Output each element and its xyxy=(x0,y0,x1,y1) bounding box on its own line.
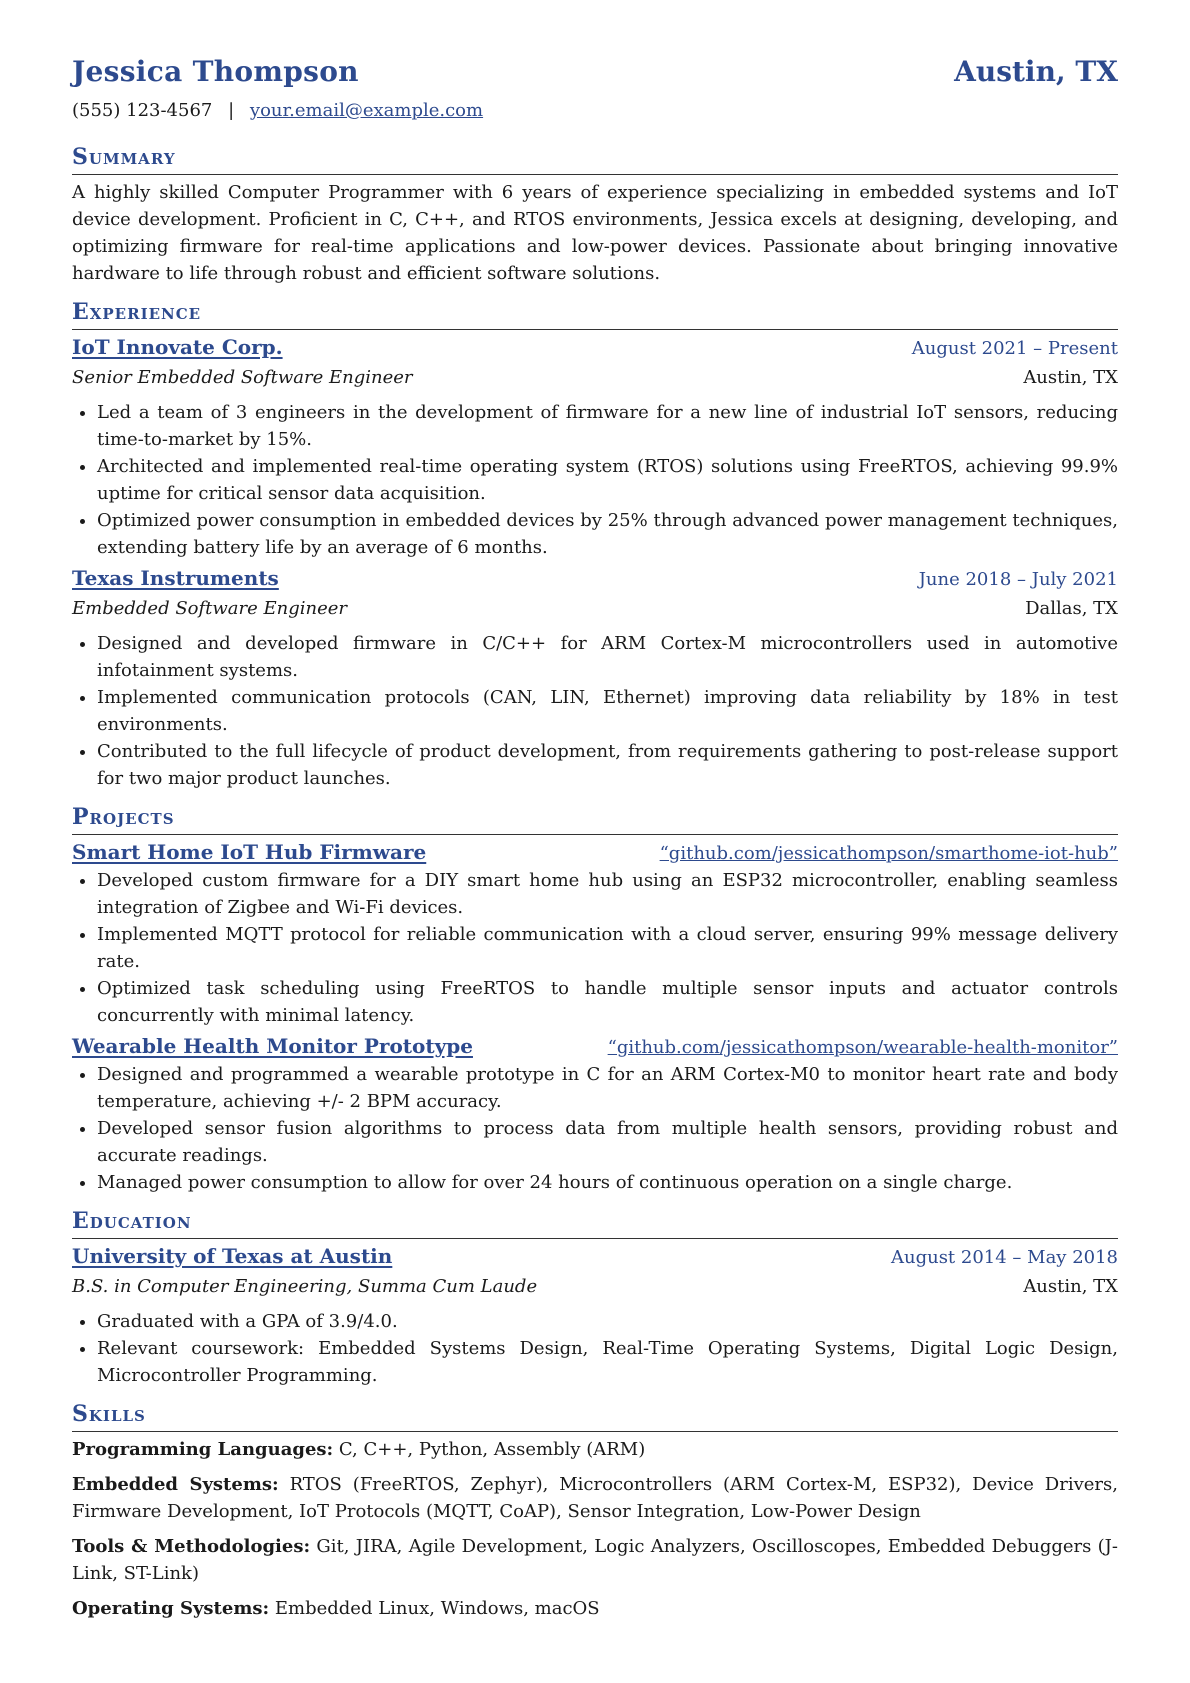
job-location: Dallas, TX xyxy=(1025,598,1118,619)
bullet-item: • Designed and programmed a wearable prototype in C for an ARM Cortex-M0 to monitor heart rate and body temperature, achieving +/- 2 BPM accuracy. xyxy=(97,1061,1118,1115)
job-title: Senior Embedded Software Engineer xyxy=(72,367,413,388)
skill-label: Tools & Methodologies: xyxy=(72,1536,311,1557)
education-entry xyxy=(72,1243,1118,1389)
degree: B.S. in Computer Engineering, Summa Cum Laude xyxy=(72,1276,538,1297)
project-entry xyxy=(72,839,1118,1029)
school-name: University of Texas at Austin xyxy=(72,1244,393,1268)
employment-dates: August 2021 – Present xyxy=(911,338,1118,359)
company-name: IoT Innovate Corp. xyxy=(72,335,283,359)
project-title: Wearable Health Monitor Prototype xyxy=(72,1034,473,1058)
skill-label: Embedded Systems: xyxy=(72,1474,279,1495)
phone-number: (555) 123-4567 xyxy=(72,100,213,121)
skill-row xyxy=(72,1533,1118,1587)
company-name: Texas Instruments xyxy=(72,566,279,590)
job-title: Embedded Software Engineer xyxy=(72,598,348,619)
section-title-summary: Summary xyxy=(72,142,1118,175)
bullet-item: • Optimized power consumption in embedded devices by 25% through advanced power management techniques, extending battery life by an average of 6 months. xyxy=(97,507,1118,561)
section-title-skills: Skills xyxy=(72,1399,1118,1432)
bullet-item: • Implemented MQTT protocol for reliable communication with a cloud server, ensuring 99% message delivery rate. xyxy=(97,921,1118,975)
project-link[interactable]: “github.com/jessicathompson/smarthome-iot-hub” xyxy=(659,843,1118,864)
education-bullets xyxy=(72,1308,1118,1389)
skill-value: C, C++, Python, Assembly (ARM) xyxy=(338,1439,646,1460)
candidate-name: Jessica Thompson xyxy=(72,55,359,88)
bullet-item: • Implemented communication protocols (CAN, LIN, Ethernet) improving data reliability by 18% in test environments. xyxy=(97,684,1118,738)
skill-value: Git, JIRA, Agile Development, Logic Analyzers, Oscilloscopes, Embedded Debuggers (J-Link, ST-Link) xyxy=(72,1536,1118,1584)
email-link[interactable]: your.email@example.com xyxy=(249,100,484,121)
experience-entry xyxy=(72,565,1118,792)
bullet-item: • Architected and implemented real-time operating system (RTOS) solutions using FreeRTOS, achieving 99.9% uptime for critical sensor data acquisition. xyxy=(97,453,1118,507)
bullet-item: • Led a team of 3 engineers in the development of firmware for a new line of industrial IoT sensors, reducing time-to-market by 15%. xyxy=(97,399,1118,453)
skill-label: Operating Systems: xyxy=(72,1598,270,1619)
summary-text: A highly skilled Computer Programmer with 6 years of experience specializing in embedded systems and IoT device development. Proficient in C, C++, and RTOS environments, Jessica excels at designing, developing, and optimizing firmware for real-time applications and low-power devices. Passionate about bringing innovative hardware to life through robust and efficient software solutions. xyxy=(72,182,1118,284)
bullet-item: • Relevant coursework: Embedded Systems Design, Real-Time Operating Systems, Digital Logic Design, Microcontroller Programming. xyxy=(97,1335,1118,1389)
resume-header xyxy=(72,55,1118,88)
contact-separator: | xyxy=(228,100,235,121)
project-bullets xyxy=(72,867,1118,1029)
section-title-projects: Projects xyxy=(72,802,1118,835)
bullet-item: • Designed and developed firmware in C/C++ for ARM Cortex-M microcontrollers used in automotive infotainment systems. xyxy=(97,630,1118,684)
bullet-item: • Optimized task scheduling using FreeRTOS to handle multiple sensor inputs and actuator controls concurrently with minimal latency. xyxy=(97,975,1118,1029)
project-title: Smart Home IoT Hub Firmware xyxy=(72,840,427,864)
project-bullets xyxy=(72,1061,1118,1196)
experience-bullets xyxy=(72,399,1118,561)
skill-row xyxy=(72,1471,1118,1525)
skill-row xyxy=(72,1436,1118,1463)
skill-row xyxy=(72,1595,1118,1622)
section-title-education: Education xyxy=(72,1206,1118,1239)
skill-value: RTOS (FreeRTOS, Zephyr), Microcontrollers (ARM Cortex-M, ESP32), Device Drivers, Firmware Development, IoT Protocols (MQTT, CoAP), Sensor Integration, Low-Power Design xyxy=(72,1474,1118,1522)
bullet-item: • Developed custom firmware for a DIY smart home hub using an ESP32 microcontroller, enabling seamless integration of Zigbee and Wi-Fi devices. xyxy=(97,867,1118,921)
experience-bullets xyxy=(72,630,1118,792)
project-link[interactable]: “github.com/jessicathompson/wearable-health-monitor” xyxy=(607,1037,1118,1058)
education-dates: August 2014 – May 2018 xyxy=(890,1247,1118,1268)
bullet-item: • Developed sensor fusion algorithms to process data from multiple health sensors, providing robust and accurate readings. xyxy=(97,1115,1118,1169)
bullet-item: • Contributed to the full lifecycle of product development, from requirements gathering to post-release support for two major product launches. xyxy=(97,738,1118,792)
experience-entry xyxy=(72,334,1118,561)
candidate-location: Austin, TX xyxy=(954,55,1118,88)
project-entry xyxy=(72,1033,1118,1196)
employment-dates: June 2018 – July 2021 xyxy=(918,569,1118,590)
skill-label: Programming Languages: xyxy=(72,1439,334,1460)
bullet-item: • Graduated with a GPA of 3.9/4.0. xyxy=(97,1308,1118,1335)
skill-value: Embedded Linux, Windows, macOS xyxy=(274,1598,600,1619)
bullet-item: • Managed power consumption to allow for over 24 hours of continuous operation on a single charge. xyxy=(97,1169,1118,1196)
job-location: Austin, TX xyxy=(1023,367,1118,388)
school-location: Austin, TX xyxy=(1023,1276,1118,1297)
section-title-experience: Experience xyxy=(72,297,1118,330)
contact-line xyxy=(72,97,1118,124)
